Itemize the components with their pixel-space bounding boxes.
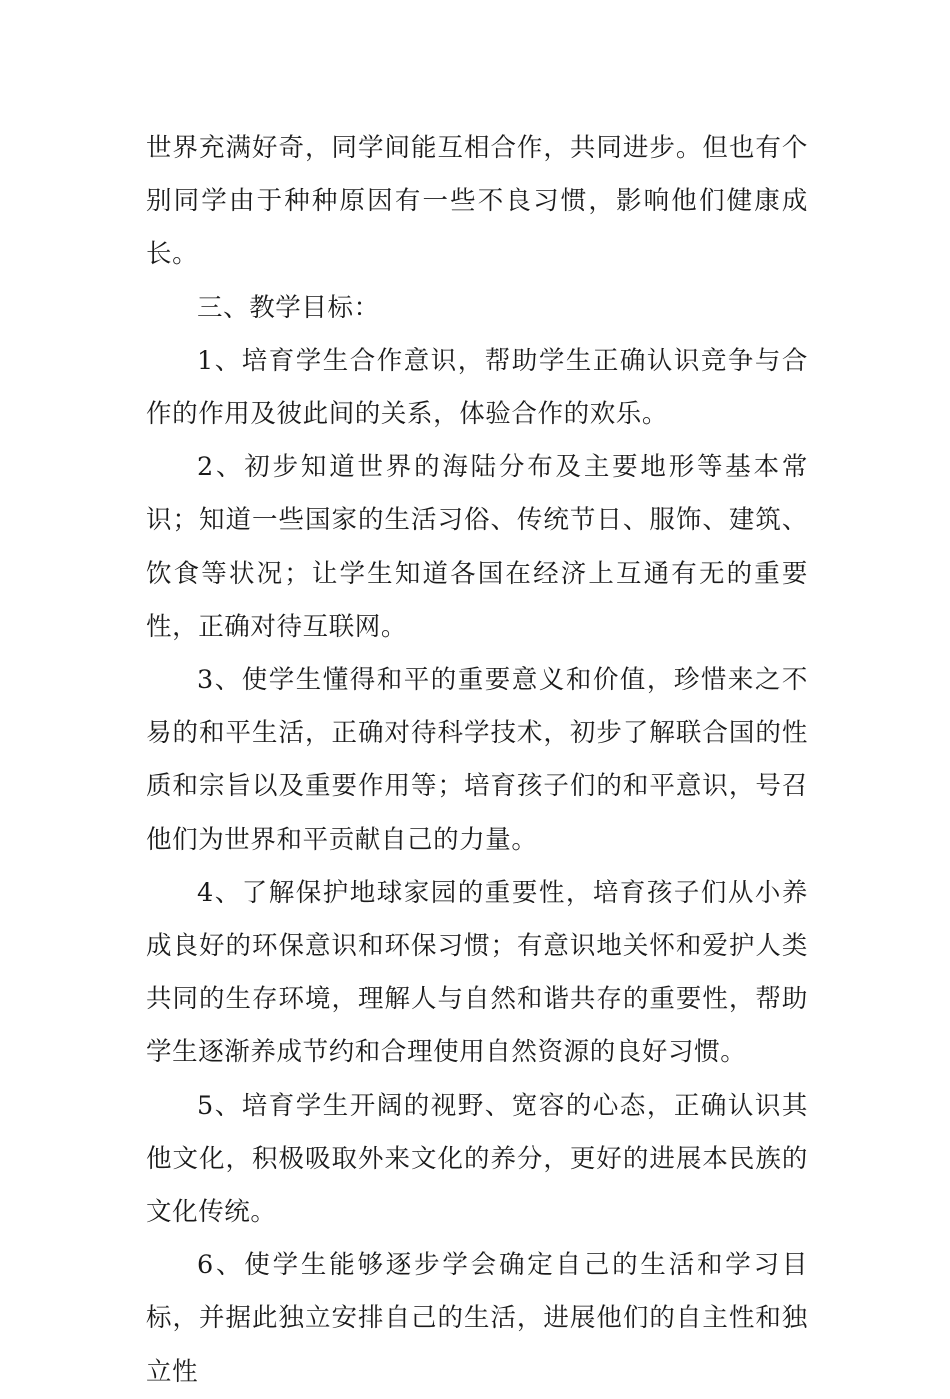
- paragraph-intro-continuation: 世界充满好奇，同学间能互相合作，共同进步。但也有个别同学由于种种原因有一些不良习惯，影响他们健康成长。: [146, 133, 808, 270]
- goal-item-4: 4、了解保护地球家园的重要性，培育孩子们从小养成良好的环保意识和环保习惯；有意识地关怀和爱护人类共同的生存环境，理解人与自然和谐共存的重要性，帮助学生逐渐养成节约和合理使用自然资源的良好习惯。: [146, 877, 808, 1068]
- goal-item-3: 3、使学生懂得和平的重要意义和价值，珍惜来之不易的和平生活，正确对待科学技术，初步了解联合国的性质和宗旨以及重要作用等；培育孩子们的和平意识，号召他们为世界和平贡献自己的力量。: [146, 665, 808, 855]
- document-body: [146, 122, 808, 1399]
- section-heading-teaching-goals: 三、教学目标：: [197, 292, 380, 323]
- goal-item-6: 6、使学生能够逐步学会确定自己的生活和学习目标，并据此独立安排自己的生活，进展他们的自主性和独立性: [146, 1250, 808, 1387]
- goal-item-1: 1、培育学生合作意识，帮助学生正确认识竞争与合作的作用及彼此间的关系，体验合作的欢乐。: [146, 345, 808, 430]
- goal-item-5: 5、培育学生开阔的视野、宽容的心态，正确认识其他文化，积极吸取外来文化的养分，更好的进展本民族的文化传统。: [146, 1090, 808, 1228]
- goal-item-2: 2、初步知道世界的海陆分布及主要地形等基本常识；知道一些国家的生活习俗、传统节日、服饰、建筑、饮食等状况；让学生知道各国在经济上互通有无的重要性，正确对待互联网。: [146, 452, 808, 642]
